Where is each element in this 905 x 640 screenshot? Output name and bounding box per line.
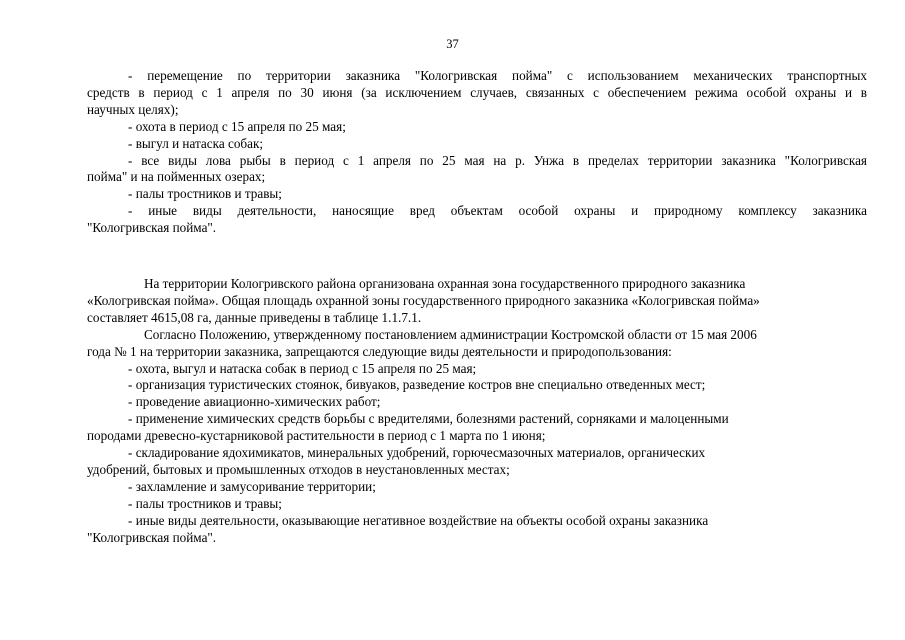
list-item-line: средств в период с 1 апреля по 30 июня (за исключением случаев, связанных с обеспечением режима особой охраны и в	[87, 84, 867, 100]
list-item-line: - иные виды деятельности, наносящие вред объектам особой охраны и природному комплексу заказника	[128, 203, 867, 219]
list-item-line: - проведение авиационно-химических работ;	[128, 394, 381, 410]
list-item-line: - перемещение по территории заказника "Кологривская пойма" с использованием механических транспортных	[128, 68, 867, 83]
list-item-line: - иные виды деятельности, оказывающие негативное воздействие на объекты особой охраны заказника	[128, 512, 709, 528]
list-item-line: - все виды лова рыбы в период с 1 апреля по 25 мая на р. Унжа в пределах территории заказника "Кологривская	[128, 152, 867, 168]
list-item	[87, 153, 867, 187]
list-item-line: - применение химических средств борьбы с вредителями, болезнями растений, сорняками и малоценными	[128, 411, 729, 427]
paragraph-line: составляет 4615,08 га, данные приведены в таблице 1.1.7.1.	[87, 309, 422, 325]
list-item-line: - охота в период с 15 апреля по 25 мая;	[128, 118, 346, 134]
list-item-line: удобрений, бытовых и промышленных отходов в неустановленных местах;	[87, 461, 510, 477]
list-item	[87, 203, 867, 237]
list-item-line: пойма" и на пойменных озерах;	[87, 169, 266, 185]
restrictions-list-reserve	[87, 68, 867, 237]
list-item	[87, 496, 867, 513]
list-item	[87, 411, 867, 445]
list-item-line: - выгул и натаска собак;	[128, 135, 264, 151]
paragraph-protection-zone	[87, 276, 867, 327]
list-item	[87, 377, 867, 394]
protection-zone-section	[87, 276, 867, 547]
list-item	[87, 361, 867, 378]
list-item-line: породами древесно-кустарниковой растительности в период с 1 марта по 1 июня;	[87, 428, 546, 444]
list-item	[87, 394, 867, 411]
list-item	[87, 513, 867, 547]
list-item-line: "Кологривская пойма".	[87, 220, 217, 236]
list-item-line: "Кологривская пойма".	[87, 529, 217, 545]
page-number: 37	[446, 37, 459, 51]
list-item-line: научных целях);	[87, 101, 179, 117]
list-item-line: - палы тростников и травы;	[128, 495, 282, 511]
paragraph-line: года № 1 на территории заказника, запрещаются следующие виды деятельности и природопользования:	[87, 343, 672, 359]
list-item	[87, 445, 867, 479]
paragraph-line: «Кологривская пойма». Общая площадь охранной зоны государственного природного заказника «Кологривская пойма»	[87, 292, 760, 308]
list-item-line: - организация туристических стоянок, бивуаков, разведение костров вне специально отведенных мест;	[128, 377, 706, 393]
restrictions-list-zone	[87, 361, 867, 547]
list-item	[87, 68, 867, 119]
list-item	[87, 119, 867, 136]
list-item	[87, 479, 867, 496]
list-item	[87, 186, 867, 203]
list-item-line: - охота, выгул и натаска собак в период с 15 апреля по 25 мая;	[128, 360, 477, 376]
list-item	[87, 136, 867, 153]
list-item-line: - захламление и замусоривание территории;	[128, 478, 376, 494]
list-item-line: - складирование ядохимикатов, минеральных удобрений, горючесмазочных материалов, органических	[128, 445, 706, 461]
paragraph-line: Согласно Положению, утвержденному постановлением администрации Костромской области от 15 мая 2006	[144, 326, 757, 342]
list-item-line: - палы тростников и травы;	[128, 186, 282, 202]
paragraph-line: На территории Кологривского района организована охранная зона государственного природного заказника	[144, 276, 746, 291]
paragraph-regulation	[87, 327, 867, 361]
